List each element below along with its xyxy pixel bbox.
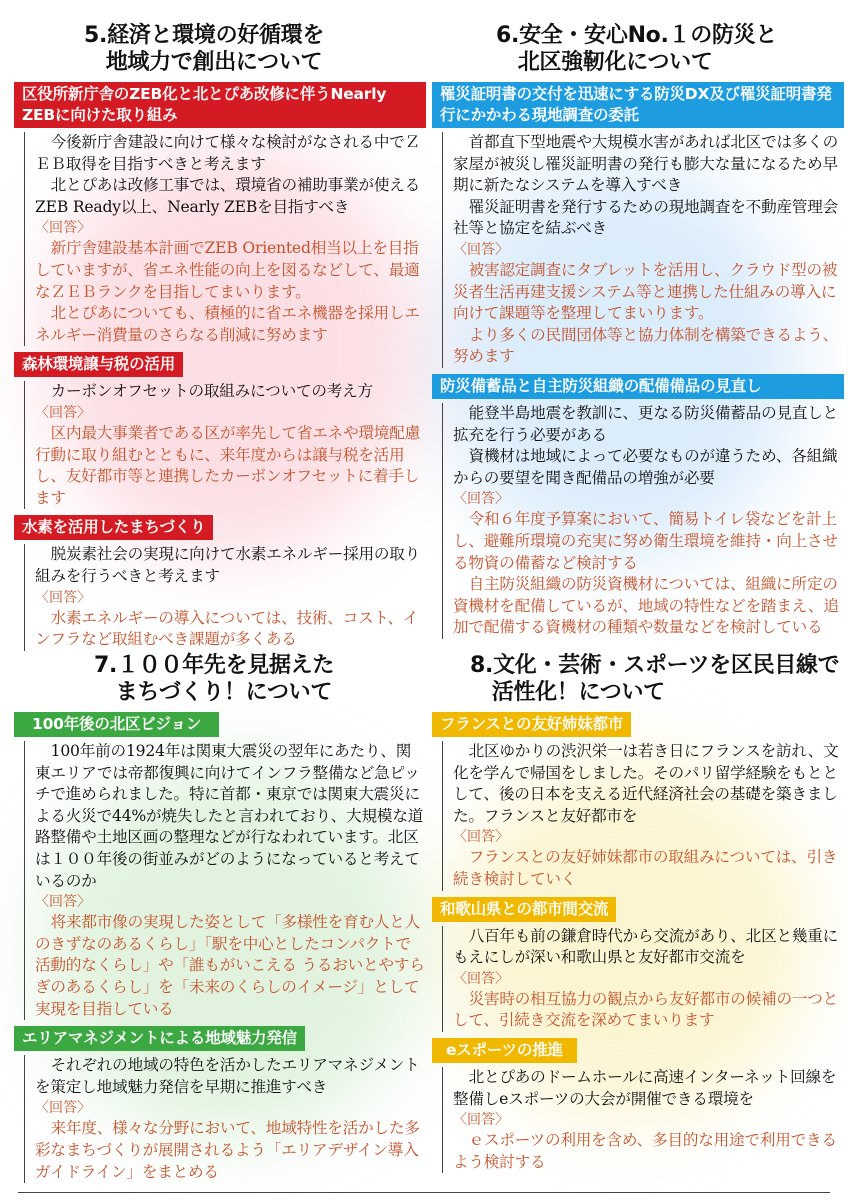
question-text: 北とぴあは改修工事では、環境省の補助事業が使えるZEB Ready以上、Nearly ZEBを目指すべき: [35, 176, 421, 216]
topic-area-management: [14, 1026, 426, 1183]
question-text: 八百年も前の鎌倉時代から交流があり、北区と幾重にもえにしが深い和歌山県と友好都市交流を: [453, 926, 839, 967]
section-6-title: 6.安全・安心No.１の防災と 北区強靭化について: [496, 23, 778, 75]
answer-text: 水素エネルギーの導入については、技術、コスト、インフラなど取組むべき課題が多くある: [35, 608, 419, 649]
question-text: それぞれの地域の特色を活かしたエリアマネジメントを策定し地域魅力発信を早期に推進すべき: [35, 1056, 420, 1096]
topic-100-year-vision: [14, 712, 426, 1020]
topic-heading: 森林環境譲与税の活用: [14, 352, 183, 377]
topic-body: [24, 544, 426, 650]
answer-text: 新庁舎建設基本計画でZEB Oriented相当以上を目指していますが、省エネ性能の向上を図るなどして、最適なＺＥＢランクを目指してまいります。: [35, 239, 420, 301]
topic-heading: 区役所新庁舎のZEB化と北とぴあ改修に伴うNearly ZEBに向けた取り組み: [14, 82, 426, 128]
answer-text: 令和６年度予算案において、簡易トイレ袋などを計上し、避難所環境の充実に努め衛生環境を維持・向上させる物資の備蓄など検討する: [453, 510, 838, 572]
topic-body: [24, 381, 426, 509]
answer-text: 被害認定調査にタブレットを活用し、クラウド型の被災者生活再建支援システム等と連携した仕組みの導入に向けて課題等を整理してまいります。: [453, 260, 838, 323]
answer-label: 〈回答〉: [35, 220, 91, 237]
section-7: [14, 652, 426, 1183]
question-text: カーボンオフセットの取組みについての考え方: [50, 382, 373, 401]
section-8-title: 8.文化・芸術・スポーツを区民目線で 活性化！について: [470, 653, 840, 705]
topic-body: [24, 132, 426, 346]
question-text: 首都直下型地震や大規模水害があれば北区では多くの家屋が被災し罹災証明書の発行も膨大な量になるため早期に新たなシステムを導入すべき: [453, 133, 839, 195]
answer-label: 〈回答〉: [453, 970, 509, 987]
answer-label: 〈回答〉: [35, 1100, 91, 1117]
question-text: 資機材は地域によって必要なものが違うため、各組織からの要望を聞き配備品の増強が必要: [453, 447, 838, 487]
topic-wakayama-exchange: [432, 897, 844, 1032]
answer-label: 〈回答〉: [35, 404, 91, 421]
topic-heading: 罹災証明書の交付を迅速にする防災DX及び罹災証明書発行にかかわる現地調査の委託: [432, 82, 844, 128]
topic-france-sister-city: [432, 712, 844, 891]
topic-heading: 水素を活用したまちづくり: [14, 515, 213, 540]
topic-zeb: [14, 82, 426, 346]
topic-esports: [432, 1038, 844, 1173]
answer-text: 北とぴあについても、積極的に省エネ機器を採用しエネルギー消費量のさらなる削減に努めます: [35, 304, 420, 344]
answer-text: 災害時の相互協力の観点から友好都市の候補の一つとして、引続き交流を深めてまいります: [453, 989, 839, 1030]
question-text: 脱炭素社会の実現に向けて水素エネルギー採用の取り組みを行うべきと考えます: [35, 545, 421, 585]
question-text: 北とぴあのドームホールに高速インターネット回線を整備しeスポーツの大会が開催できる環境を: [453, 1067, 837, 1108]
section-5-title: 5.経済と環境の好循環を 地域力で創出について: [84, 23, 325, 75]
topic-body: [442, 1067, 844, 1173]
answer-label: 〈回答〉: [453, 829, 509, 846]
question-text: 能登半島地震を教訓に、更なる防災備蓄品の見直しと拡充を行う必要がある: [453, 403, 839, 444]
topic-body: [442, 926, 844, 1032]
topic-heading: エリアマネジメントによる地域魅力発信: [14, 1026, 305, 1051]
topic-heading: 防災備蓄品と自主防災組織の配備備品の見直し: [432, 374, 844, 399]
topic-heading: 100年後の北区ビジョン: [14, 712, 219, 737]
answer-text: 自主防災組織の防災資機材については、組織に所定の資機材を配備しているが、地域の特性などを踏まえ、追加で配備する資機材の種類や数量などを検討している: [453, 575, 839, 637]
answer-label: 〈回答〉: [453, 491, 509, 508]
question-text: 今後新庁舎建設に向けて様々な検討がなされる中でＺＥＢ取得を目指すべきと考えます: [35, 133, 421, 173]
section-8: [432, 652, 844, 1173]
topic-hydrogen: [14, 515, 426, 650]
bottom-divider: [18, 1192, 830, 1193]
question-text: 北区ゆかりの渋沢栄一は若き日にフランスを訪れ、文化を学んで帰国をしました。そのパリ留学経験をもととして、後の日本を支える近代経済社会の基礎を築きました。フランスと友好都市を: [453, 742, 839, 825]
answer-label: 〈回答〉: [35, 589, 91, 606]
answer-text: フランスとの友好姉妹都市の取組みについては、引き続き検討していく: [453, 848, 838, 888]
answer-text: より多くの民間団体等と協力体制を構築できるよう、努めます: [453, 325, 839, 366]
topic-disaster-dx: [432, 82, 844, 368]
topic-body: [442, 741, 844, 891]
answer-label: 〈回答〉: [453, 241, 509, 258]
answer-text: 区内最大事業者である区が率先して省エネや環境配慮行動に取り組むとともに、来年度からは譲与税を活用し、友好都市等と連携したカーボンオフセットに着手します: [35, 423, 421, 507]
answer-text: ｅスポーツの利用を含め、多目的な用途で利用できるよう検討する: [453, 1131, 837, 1171]
topic-body: [442, 132, 844, 368]
answer-label: 〈回答〉: [453, 1112, 509, 1129]
topic-heading: フランスとの友好姉妹都市: [432, 712, 631, 737]
section-5: [14, 22, 426, 651]
topic-heading: 和歌山県との都市間交流: [432, 897, 616, 922]
topic-body: [24, 741, 426, 1020]
section-6: [432, 22, 844, 639]
answer-text: 将来都市像の実現した姿として「多様性を育む人と人のきずなのあるくらし」「駅を中心としたコンパクトで活動的なくらし」や「誰もがいこえる うるおいとやすらぎのあるくらし」を「未来のくらしのイメージ」として実現を目指している: [35, 913, 425, 1018]
topic-body: [442, 403, 844, 639]
question-text: 100年前の1924年は関東大震災の翌年にあたり、関東エリアでは帝都復興に向けてインフラ整備など急ピッチで進められました。特に首都・東京では関東大震災による火災で44%が焼失したと言われており、大規模な道路整備や土地区画の整理などが行なわれています。北区は１００年後の街並みがどのようになっていると考えているのか: [35, 742, 424, 890]
topic-stockpile: [432, 374, 844, 639]
answer-text: 来年度、様々な分野において、地域特性を活かした多彩なまちづくりが展開されるよう「エリアデザイン導入ガイドライン」をまとめる: [35, 1119, 420, 1181]
topic-body: [24, 1055, 426, 1183]
answer-label: 〈回答〉: [35, 894, 91, 911]
topic-forest-tax: [14, 352, 426, 509]
question-text: 罹災証明書を発行するための現地調査を不動産管理会社等と協定を結ぶべき: [453, 197, 839, 238]
topic-heading: eスポーツの推進: [432, 1038, 577, 1063]
section-7-title: 7.１００年先を見据えた まちづくり！について: [94, 653, 335, 705]
